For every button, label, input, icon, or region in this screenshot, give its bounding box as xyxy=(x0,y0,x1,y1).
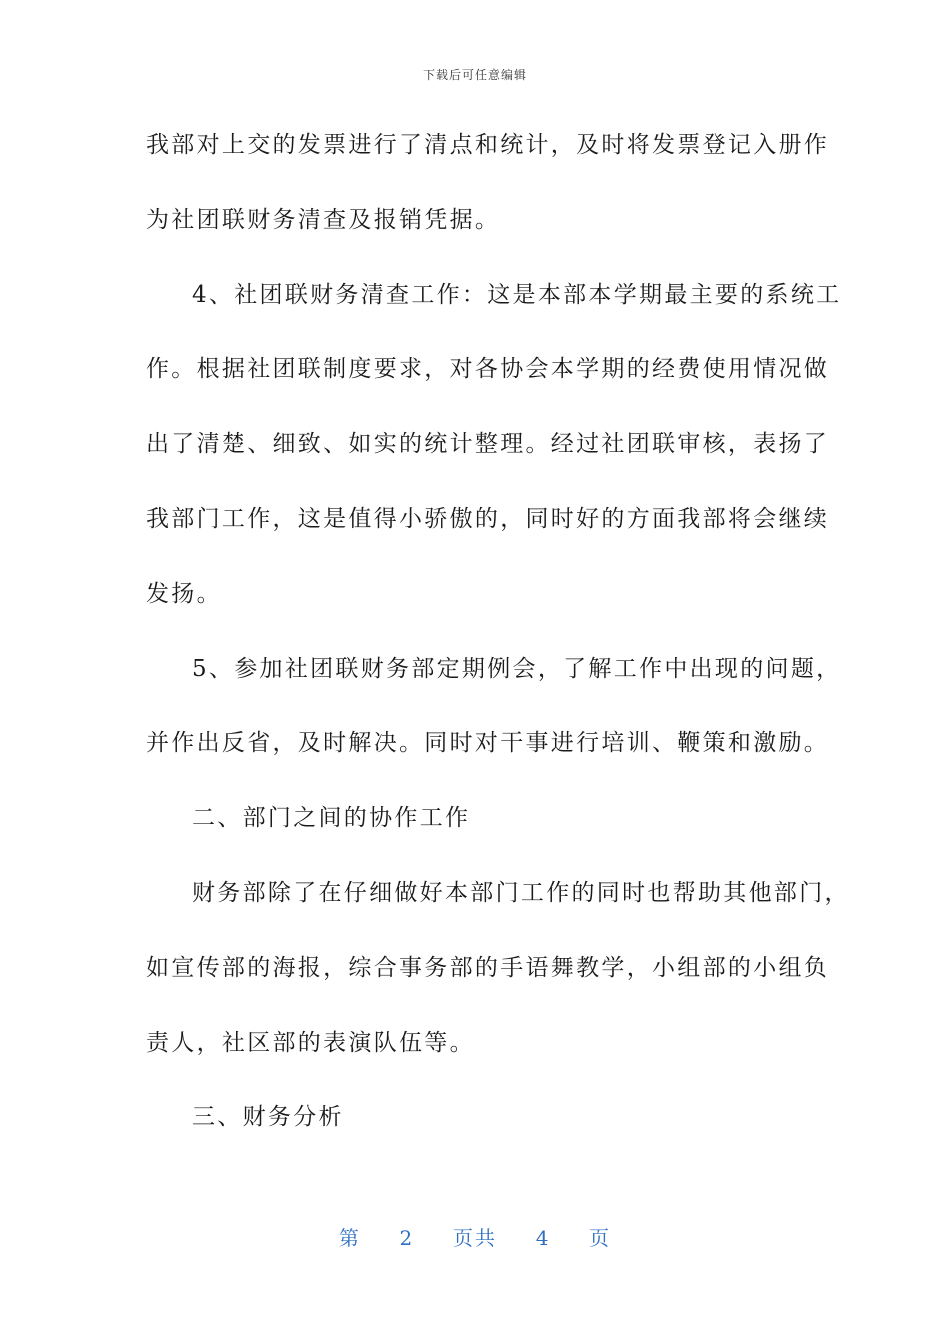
footer-middle: 页共 xyxy=(453,1226,497,1250)
paragraph-line: 我部对上交的发票进行了清点和统计，及时将发票登记入册作 xyxy=(146,132,830,158)
paragraph-line: 我部门工作，这是值得小骄傲的，同时好的方面我部将会继续 xyxy=(146,505,830,532)
paragraph-line: 5、参加社团联财务部定期例会，了解工作中出现的问题， xyxy=(192,655,842,682)
section-heading: 三、财务分析 xyxy=(192,1104,344,1131)
paragraph-line: 为社团联财务清查及报销凭据。 xyxy=(146,206,501,233)
paragraph-line: 如宣传部的海报，综合事务部的手语舞教学，小组部的小组负 xyxy=(146,954,830,981)
current-page-number: 2 xyxy=(399,1226,415,1250)
body-text xyxy=(146,120,850,1167)
page-number-footer xyxy=(0,1222,950,1251)
paragraph-line: 发扬。 xyxy=(146,580,222,607)
section-heading: 二、部门之间的协作工作 xyxy=(192,805,471,832)
paragraph-line: 并作出反省，及时解决。同时对干事进行培训、鞭策和激励。 xyxy=(146,730,830,757)
total-pages-number: 4 xyxy=(535,1226,551,1250)
header-note: 下载后可任意编辑 xyxy=(422,68,527,82)
footer-prefix: 第 xyxy=(338,1226,361,1250)
paragraph-line: 财务部除了在仔细做好本部门工作的同时也帮助其他部门， xyxy=(192,879,850,906)
footer-suffix: 页 xyxy=(589,1226,612,1250)
paragraph-line: 4、社团联财务清查工作：这是本部本学期最主要的系统工 xyxy=(192,281,842,308)
paragraph-line: 出了清楚、细致、如实的统计整理。经过社团联审核，表扬了 xyxy=(146,431,830,458)
paragraph-line: 作。根据社团联制度要求，对各协会本学期的经费使用情况做 xyxy=(146,356,830,383)
paragraph-line: 责人，社区部的表演队伍等。 xyxy=(146,1029,475,1056)
